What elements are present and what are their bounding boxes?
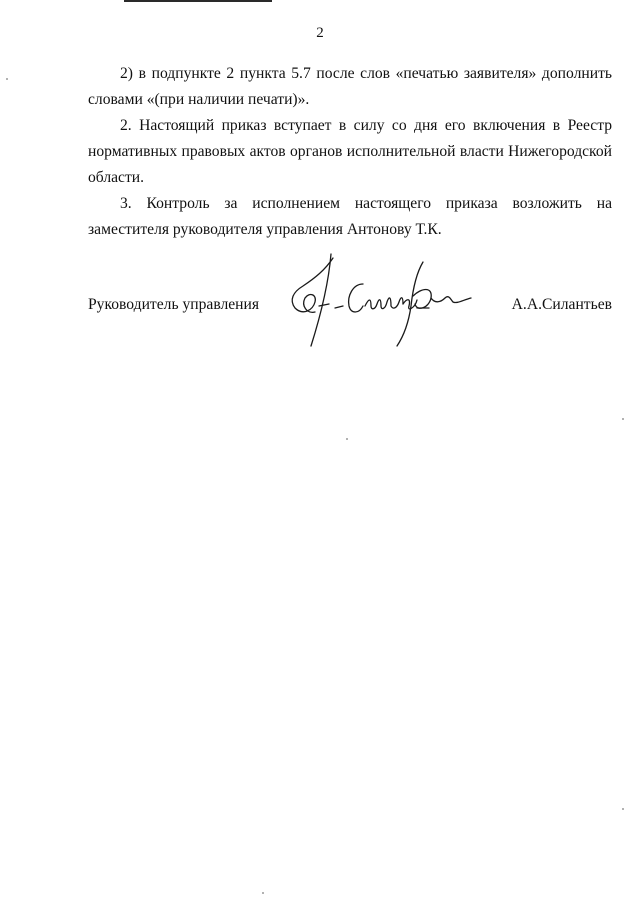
paragraph-control: 3. Контроль за исполнением настоящего приказа возложить на заместителя руководителя управления Антонову Т.К. bbox=[88, 195, 612, 238]
signer-title: Руководитель управления bbox=[88, 296, 260, 313]
handwritten-signature bbox=[285, 248, 475, 348]
scan-speck bbox=[622, 418, 624, 420]
paragraph-entry-into-force: 2. Настоящий приказ вступает в силу со дня его включения в Реестр нормативных правовых актов органов исполнительной власти Нижегородской области. bbox=[88, 117, 612, 186]
scan-speck bbox=[262, 892, 264, 894]
scan-speck bbox=[6, 78, 8, 80]
page-number: 2 bbox=[316, 25, 324, 41]
header-rule bbox=[124, 0, 272, 2]
scan-speck bbox=[346, 438, 348, 440]
paragraph-amendment: 2) в подпункте 2 пункта 5.7 после слов «печатью заявителя» дополнить словами «(при наличии печати)». bbox=[88, 65, 612, 108]
signer-name: А.А.Силантьев bbox=[511, 296, 612, 313]
scan-speck bbox=[622, 808, 624, 810]
